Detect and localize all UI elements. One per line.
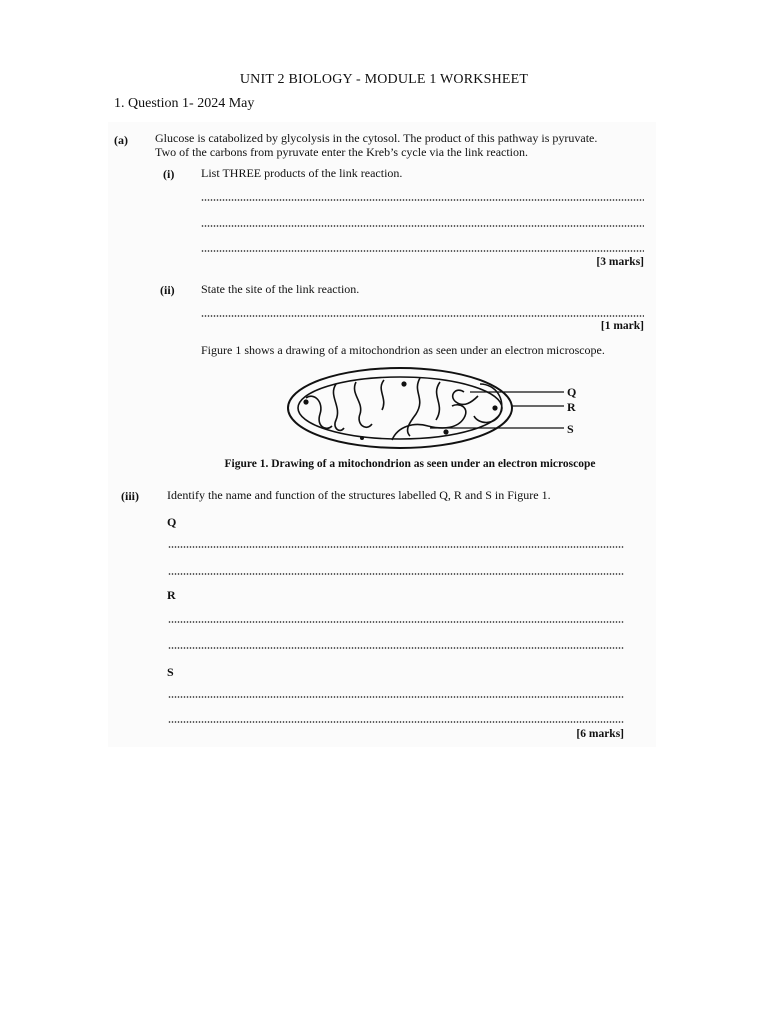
part-i-label: (i) [163,167,175,181]
question-heading: 1. Question 1- 2024 May [114,96,255,111]
part-a-line-2: Two of the carbons from pyruvate enter the Kreb’s cycle via the link reaction. [155,145,529,159]
part-i-text: List THREE products of the link reaction. [201,166,403,180]
answer-line[interactable] [168,546,624,548]
answer-line[interactable] [168,621,624,623]
part-iii-label: (iii) [121,489,139,503]
part-ii-text: State the site of the link reaction. [201,282,360,296]
answer-line[interactable] [168,721,624,723]
part-a-label: (a) [114,133,128,147]
answer-line[interactable] [201,250,644,252]
structure-label-q: Q [167,515,177,529]
figure-label-q: Q [567,385,577,399]
figure-label-s: S [567,422,574,436]
answer-line[interactable] [201,199,644,201]
part-ii-marks: [1 mark] [600,320,644,332]
answer-line[interactable] [168,696,624,698]
part-iii-text: Identify the name and function of the structures labelled Q, R and S in Figure 1. [167,488,551,502]
part-iii-marks: [6 marks] [576,728,624,740]
figure-label-r: R [567,400,576,414]
part-a-line-1: Glucose is catabolized by glycolysis in the cytosol. The product of this pathway is pyruvate. [155,131,598,145]
part-ii-label: (ii) [160,283,175,297]
answer-line[interactable] [201,225,644,227]
figure-intro: Figure 1 shows a drawing of a mitochondrion as seen under an electron microscope. [201,343,605,357]
answer-line[interactable] [168,573,624,575]
mitochondrion-figure [280,362,590,462]
answer-line[interactable] [201,315,644,317]
cristae [306,378,502,440]
part-i-marks: [3 marks] [596,256,644,268]
structure-label-s: S [167,665,174,679]
part-a-stem [155,131,655,159]
answer-line[interactable] [168,647,624,649]
figure-caption: Figure 1. Drawing of a mitochondrion as seen under an electron microscope [224,458,596,470]
worksheet-title: UNIT 2 BIOLOGY - MODULE 1 WORKSHEET [239,72,529,87]
structure-label-r: R [167,588,176,602]
